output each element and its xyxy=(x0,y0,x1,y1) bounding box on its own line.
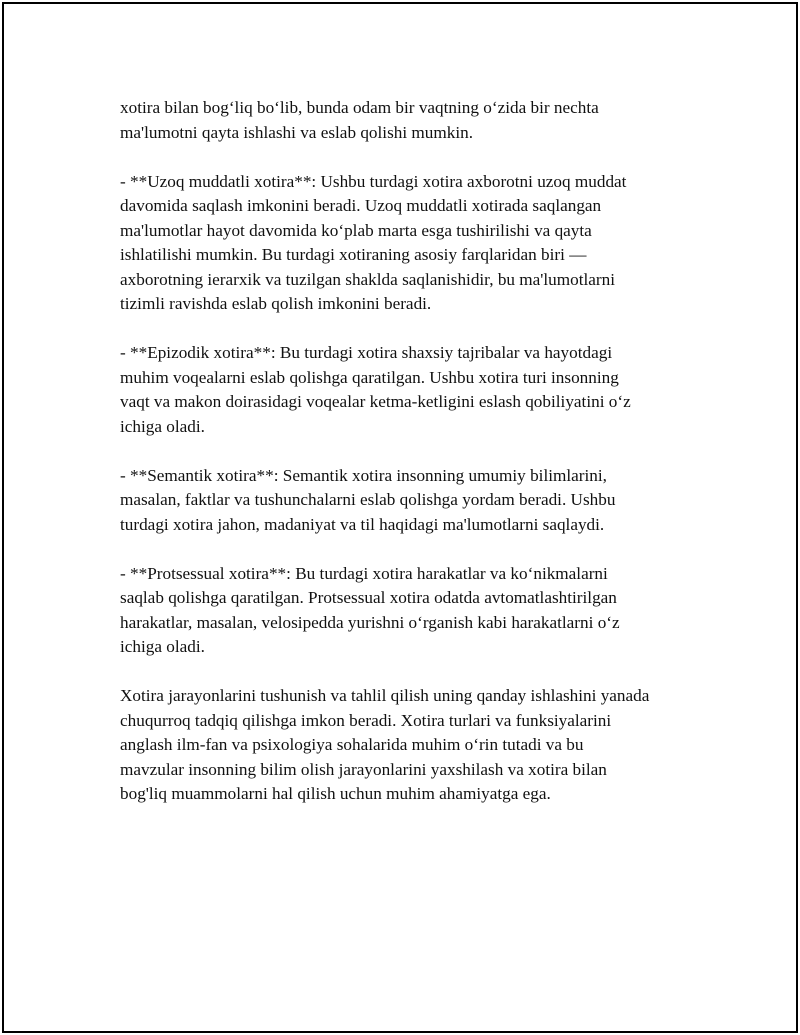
text-line: - **Semantik xotira**: Semantik xotira insonning umumiy bilimlarini, xyxy=(120,465,607,485)
text-line: axborotning ierarxik va tuzilgan shaklda saqlanishidir, bu ma'lumotlarni xyxy=(120,269,615,289)
text-line: ishlatilishi mumkin. Bu turdagi xotiraning asosiy farqlaridan biri — xyxy=(120,245,587,264)
text-line: mavzular insonning bilim olish jarayonlarini yaxshilash va xotira bilan xyxy=(120,759,607,779)
paragraph-procedural-memory xyxy=(120,562,710,660)
text-line: turdagi xotira jahon, madaniyat va til haqidagi ma'lumotlarni saqlaydi. xyxy=(120,514,605,534)
text-line: vaqt va makon doirasidagi voqealar ketma-ketligini eslash qobiliyatini o‘z xyxy=(120,392,631,411)
text-line: masalan, faktlar va tushunchalarni eslab qolishga yordam beradi. Ushbu xyxy=(120,490,616,509)
paragraph-episodic-memory xyxy=(120,341,710,439)
paragraph-long-term-memory xyxy=(120,170,710,317)
page-content xyxy=(120,96,710,831)
paragraph-semantic-memory xyxy=(120,464,710,538)
text-line: anglash ilm-fan va psixologiya sohalarida muhim o‘rin tutadi va bu xyxy=(120,735,584,754)
text-line: saqlab qolishga qaratilgan. Protsessual xotira odatda avtomatlashtirilgan xyxy=(120,588,617,607)
text-line: ichiga oladi. xyxy=(120,637,205,656)
text-line: Xotira jarayonlarini tushunish va tahlil qilish uning qanday ishlashini yanada xyxy=(120,686,650,705)
text-line: - **Uzoq muddatli xotira**: Ushbu turdagi xotira axborotni uzoq muddat xyxy=(120,171,627,191)
text-line: davomida saqlash imkonini beradi. Uzoq muddatli xotirada saqlangan xyxy=(120,196,602,215)
text-line: harakatlar, masalan, velosipedda yurishni o‘rganish kabi harakatlarni o‘z xyxy=(120,612,620,632)
text-line: bog'liq muammolarni hal qilish uchun muhim ahamiyatga ega. xyxy=(120,784,551,803)
text-line: muhim voqealarni eslab qolishga qaratilgan. Ushbu xotira turi insonning xyxy=(120,367,619,387)
paragraph-intro-continuation xyxy=(120,96,710,145)
text-line: xotira bilan bog‘liq bo‘lib, bunda odam bir vaqtning o‘zida bir nechta xyxy=(120,98,599,117)
text-line: - **Epizodik xotira**: Bu turdagi xotira shaxsiy tajribalar va hayotdagi xyxy=(120,343,613,362)
text-line: ma'lumotlar hayot davomida ko‘plab marta esga tushirilishi va qayta xyxy=(120,220,592,240)
text-line: - **Protsessual xotira**: Bu turdagi xotira harakatlar va ko‘nikmalarni xyxy=(120,563,608,583)
text-line: ma'lumotni qayta ishlashi va eslab qolishi mumkin. xyxy=(120,122,474,142)
text-line: chuqurroq tadqiq qilishga imkon beradi. Xotira turlari va funksiyalarini xyxy=(120,710,612,730)
text-line: ichiga oladi. xyxy=(120,416,205,436)
paragraph-conclusion xyxy=(120,684,710,807)
text-line: tizimli ravishda eslab qolish imkonini beradi. xyxy=(120,294,432,313)
page-frame xyxy=(2,2,798,1033)
